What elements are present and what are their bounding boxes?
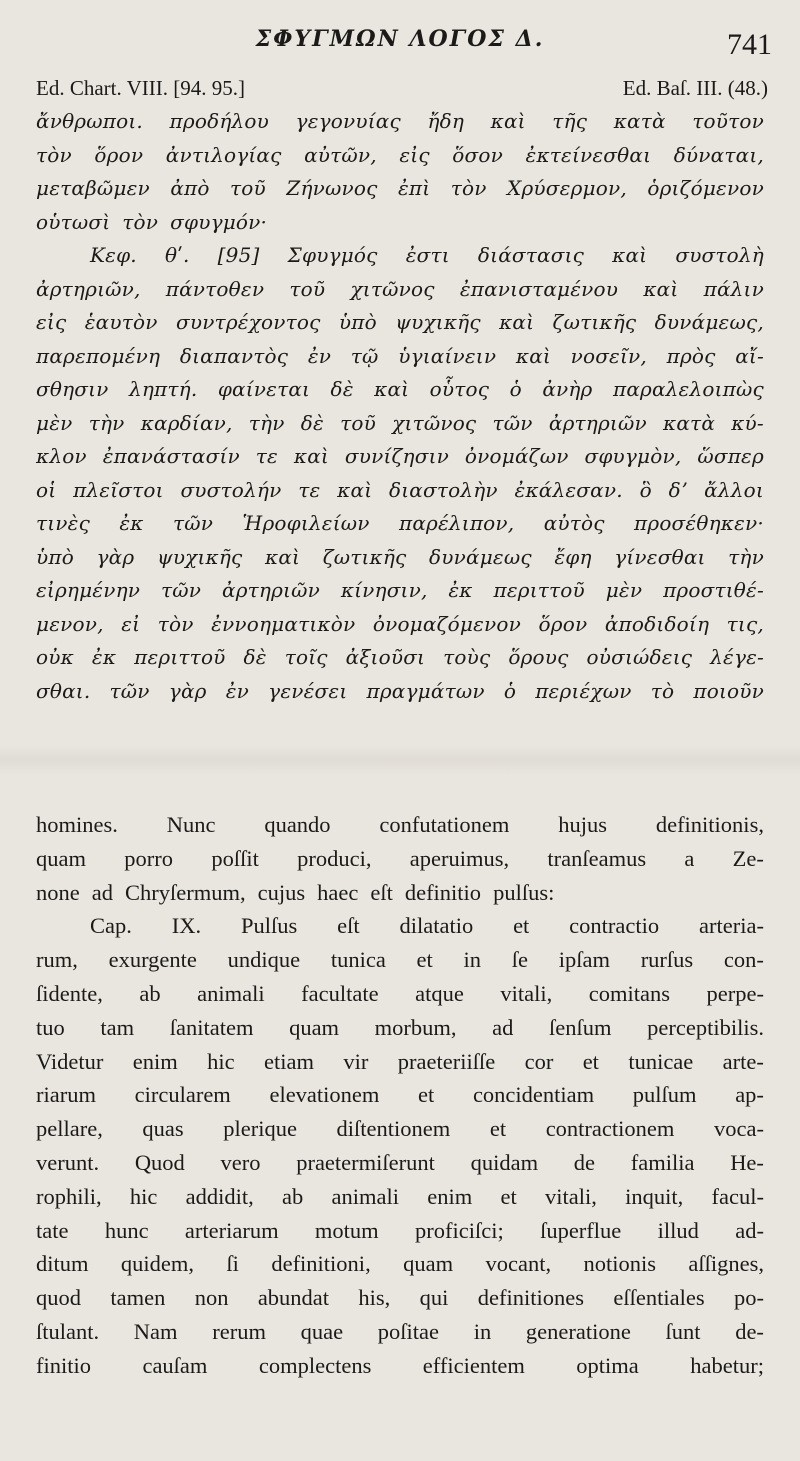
greek-text-line: ὑπὸ γὰρ ψυχικῆς καὶ ζωτικῆς δυνάμεως ἔφη γίνεσθαι τὴν: [36, 544, 764, 569]
page-number: 741: [727, 28, 772, 61]
greek-text-line: μενον, εἰ τὸν ἐννοηματικὸν ὀνομαζόμενον ὅρον ἀποδιδοίη τις,: [36, 611, 764, 636]
greek-text-line: παρεπομένη διαπαντὸς ἐν τῷ ὑγιαίνειν καὶ νοσεῖν, πρὸς αἴ-: [36, 343, 764, 368]
page-stain: [0, 745, 800, 775]
latin-text-line: Cap. IX. Pulſus eſt dilatatio et contractio arteria-: [90, 913, 764, 939]
latin-text-block: [36, 812, 764, 1387]
latin-text-line: ditum quidem, ſi definitioni, quam vocant, notionis aſſignes,: [36, 1251, 764, 1277]
greek-text-line: μὲν τὴν καρδίαν, τὴν δὲ τοῦ χιτῶνος τῶν ἀρτηριῶν κατὰ κύ-: [36, 410, 764, 435]
latin-text-line: tate hunc arteriarum motum proficiſci; ſuperflue illud ad-: [36, 1217, 764, 1243]
edition-reference-right: Ed. Baſ. III. (48.): [622, 76, 768, 100]
greek-text-block: [36, 109, 764, 712]
greek-text-line: οὑτωσὶ τὸν σφυγμόν·: [36, 209, 268, 234]
latin-text-line: tuo tam ſanitatem quam morbum, ad ſenſum perceptibilis.: [36, 1014, 764, 1040]
edition-reference-left: Ed. Chart. VIII. [94. 95.]: [36, 76, 245, 100]
latin-text-line: rophili, hic addidit, ab animali enim et vitali, inquit, facul-: [36, 1183, 764, 1209]
latin-text-line: quam porro poſſit produci, aperuimus, tranſeamus a Ze-: [36, 845, 764, 871]
greek-text-line: εἰς ἑαυτὸν συντρέχοντος ὑπὸ ψυχικῆς καὶ ζωτικῆς δυνάμεως,: [36, 310, 764, 334]
greek-text-line: τινὲς ἐκ τῶν Ἡροφιλείων παρέλιπον, αὐτὸς προσέθηκεν·: [36, 511, 764, 535]
latin-text-line: verunt. Quod vero praetermiſerunt quidam de familia He-: [36, 1149, 764, 1175]
greek-text-line: σθαι. τῶν γὰρ ἐν γενέσει πραγμάτων ὁ περιέχων τὸ ποιοῦν: [36, 678, 764, 703]
greek-text-line: ἄνθρωποι. προδήλου γεγονυίας ἤδη καὶ τῆς κατὰ τοῦτον: [36, 109, 764, 133]
latin-text-line: none ad Chryſermum, cujus haec eſt definitio pulſus:: [36, 879, 555, 905]
latin-text-line: quod tamen non abundat his, qui definitiones eſſentiales po-: [36, 1285, 764, 1311]
greek-text-line: σθησιν ληπτή. φαίνεται δὲ καὶ οὗτος ὁ ἀνὴρ παραλελοιπὼς: [36, 377, 764, 401]
latin-text-line: ſidente, ab animali facultate atque vitali, comitans perpe-: [36, 980, 764, 1006]
latin-text-line: finitio cauſam complectens efficientem optima habetur;: [36, 1352, 764, 1378]
greek-text-line: κλον ἐπανάστασίν τε καὶ συνίζησιν ὀνομάζων σφυγμὸν, ὥσπερ: [36, 444, 764, 468]
latin-text-line: ſtulant. Nam rerum quae poſitae in generatione ſunt de-: [36, 1318, 764, 1344]
greek-text-line: εἰρημένην τῶν ἀρτηριῶν κίνησιν, ἐκ περιττοῦ μὲν προστιθέ-: [36, 578, 764, 602]
greek-text-line: οὐκ ἐκ περιττοῦ δὲ τοῖς ἀξιοῦσι τοὺς ὅρους οὐσιώδεις λέγε-: [36, 645, 764, 669]
greek-text-line: μεταβῶμεν ἀπὸ τοῦ Ζήνωνος ἐπὶ τὸν Χρύσερμον, ὁριζόμενον: [36, 176, 764, 200]
edition-reference-line: [36, 76, 768, 106]
greek-text-line: τὸν ὅρον ἀντιλογίας αὐτῶν, εἰς ὅσον ἐκτείνεσθαι δύναται,: [36, 142, 764, 167]
greek-text-line: Κεφ. θʹ. [95] Σφυγμός ἐστι διάστασις καὶ συστολὴ: [90, 243, 764, 267]
latin-text-line: riarum circularem elevationem et concidentiam pulſum ap-: [36, 1082, 764, 1108]
latin-text-line: pellare, quas plerique diſtentionem et contractionem voca-: [36, 1116, 764, 1142]
greek-text-line: οἱ πλεῖστοι συστολήν τε καὶ διαστολὴν ἐκάλεσαν. ὃ δʼ ἄλλοι: [36, 477, 764, 502]
latin-text-line: rum, exurgente undique tunica et in ſe ipſam rurſus con-: [36, 947, 764, 973]
latin-text-line: Videtur enim hic etiam vir praeteriiſſe cor et tunicae arte-: [36, 1048, 764, 1074]
greek-text-line: ἀρτηριῶν, πάντοθεν τοῦ χιτῶνος ἐπανισταμένου καὶ πάλιν: [36, 276, 764, 301]
latin-text-line: homines. Nunc quando confutationem hujus definitionis,: [36, 812, 764, 837]
running-title: ΣΦΥΓΜΩΝ ΛΟΓΟΣ Δ.: [255, 26, 545, 52]
